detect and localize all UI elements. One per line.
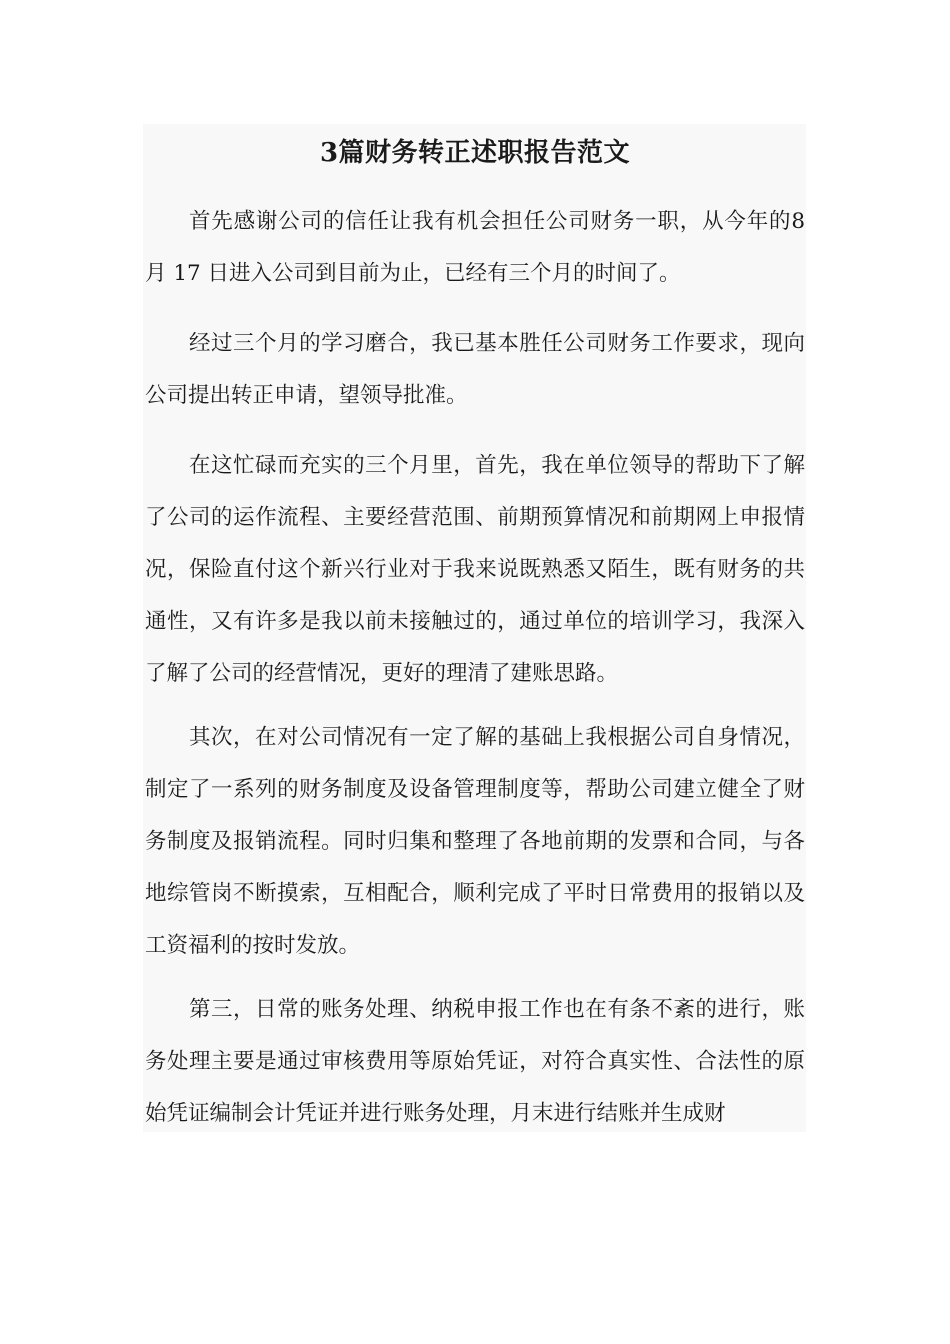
paragraph-intro: 首先感谢公司的信任让我有机会担任公司财务一职，从今年的8 月 17 日进入公司到目前为止，已经有三个月的时间了。: [145, 209, 805, 286]
paragraph-second-point: 其次，在对公司情况有一定了解的基础上我根据公司自身情况，制定了一系列的财务制度及设备管理制度等，帮助公司建立健全了财务制度及报销流程。同时归集和整理了各地前期的发票和合同，与各地综管岗不断摸索，互相配合，顺利完成了平时日常费用的报销以及工资福利的按时发放。: [145, 725, 805, 958]
paragraph-third-point: 第三，日常的账务处理、纳税申报工作也在有条不紊的进行，账务处理主要是通过审核费用等原始凭证，对符合真实性、合法性的原始凭证编制会计凭证并进行账务处理，月末进行结账并生成财: [145, 997, 805, 1126]
document-title: 3篇财务转正述职报告范文: [319, 138, 631, 168]
paragraph-application: 经过三个月的学习磨合，我已基本胜任公司财务工作要求，现向公司提出转正申请，望领导批准。: [145, 331, 805, 408]
paragraph-first-point: 在这忙碌而充实的三个月里，首先，我在单位领导的帮助下了解了公司的运作流程、主要经营范围、前期预算情况和前期网上申报情况，保险直付这个新兴行业对于我来说既熟悉又陌生，既有财务的共通性，又有许多是我以前未接触过的，通过单位的培训学习，我深入了解了公司的经营情况，更好的理清了建账思路。: [145, 453, 805, 686]
